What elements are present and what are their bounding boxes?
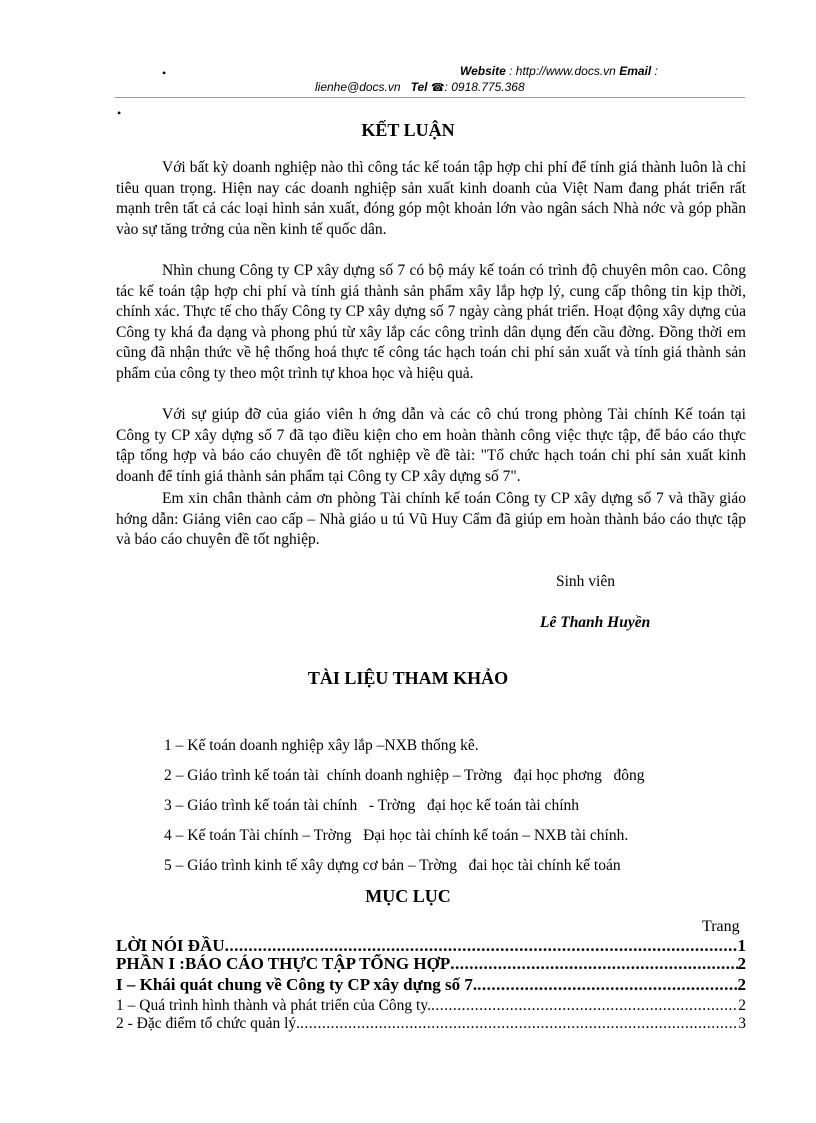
reference-item: 2 – Giáo trình kế toán tài chính doanh nghiệp – Trờng đại học phơng đông [164,767,645,784]
toc-entry-label: LỜI NÓI ĐẦU [116,936,225,955]
conclusion-title: KẾT LUẬN [361,120,455,140]
toc-leader-dots [431,997,738,1015]
email-separator: : [651,64,658,78]
body-bullet: • [117,106,122,120]
email-label: Email [619,64,652,78]
toc-leader-dots [450,954,737,974]
tel-label: Tel [410,80,428,94]
toc-entry-page: 2 [738,997,746,1014]
toc-entry-label: PHẦN I :BÁO CÁO THỰC TẬP TỔNG HỢP [116,954,451,973]
toc-entry-page: 3 [738,1015,746,1032]
toc-entry[interactable] [116,936,746,956]
toc-entry[interactable] [116,997,746,1015]
toc-entry-label: 1 – Quá trình hình thành và phát triển của Công ty. [116,997,431,1014]
toc-entry[interactable] [116,1015,746,1033]
toc-entry-page: 2 [737,954,746,973]
conclusion-paragraph-1: Với bất kỳ doanh nghiệp nào thì công tác kế toán tập hợp chi phí để tính giá thành luôn là chỉ tiêu quan trọng. Hiện nay các doanh nghiệp sản xuất kinh doanh của Việt Nam đang phát triển rất mạnh trên tất cả các loại hình sản xuất, đóng góp một khoản lớn vào ngân sách Nhà nớc và góp phần vào sự tăng trởng của nền kinh tế quốc dân. [116,159,746,238]
reference-item: 5 – Giáo trình kinh tế xây dựng cơ bản – Trờng đai học tài chính kế toán [164,857,621,874]
header-divider [115,97,745,98]
conclusion-paragraph-2: Nhìn chung Công ty CP xây dựng số 7 có bộ máy kế toán có trình độ chuyên môn cao. Công tác kế toán tập hợp chi phí và tính giá thành sản phẩm xây lắp hợp lý, cung cấp thông tin kịp thời, chính xác. Thực tế cho thấy Công ty CP xây dựng số 7 ngày càng phát triển. Hoạt động xây dựng của Công ty khá đa dạng và phong phú từ xây lắp các công trình dân dụng đến cầu đờng. Đồng thời em cũng đã nhận thức về hệ thống hoá thực tế công tác hạch toán chi phí sản xuất và tính giá thành sản phẩm của công ty theo một trình tự khoa học và hiệu quả. [116,262,746,382]
conclusion-paragraph-4: Em xin chân thành cảm ơn phòng Tài chính kế toán Công ty CP xây dựng số 7 và thầy giáo hớng dẫn: Giảng viên cao cấp – Nhà giáo u tú Vũ Huy Cẩm đã giúp em hoàn thành báo cáo thực tập và báo cáo chuyên đề tốt nghiệp. [116,490,746,548]
toc-entry-page: 2 [737,975,746,994]
toc-entry-page: 1 [737,936,746,955]
email-address[interactable]: lienhe@docs.vn [315,80,401,94]
toc-entry-label: I – Khái quát chung về Công ty CP xây dựng số 7. [116,975,478,994]
conclusion-paragraph-3: Với sự giúp đỡ của giáo viên h ớng dẫn và các cô chú trong phòng Tài chính Kế toán tại Công ty CP xây dựng số 7 đã tạo điều kiện cho em hoàn thành công việc thực tập, để báo cáo thực tập tổng hợp và báo cáo chuyên đề tốt nghiệp về đề tài: "Tổ chức hạch toán chi phí sản xuất kinh doanh để tính giá thành sản phẩm tại Công ty CP xây dựng số 7". [116,406,746,485]
reference-item: 4 – Kế toán Tài chính – Trờng Đại học tài chính kế toán – NXB tài chính. [164,827,629,844]
header-contact-line [315,80,525,94]
header-website-line [460,64,658,78]
toc-title: MỤC LỤC [365,886,451,906]
website-label: Website [460,64,506,78]
toc-entry[interactable] [116,975,746,995]
tel-value: : 0918.775.368 [444,80,525,94]
toc-leader-dots [300,1015,738,1033]
signer-name: Lê Thanh Huyền [540,614,651,631]
toc-leader-dots [477,975,737,995]
reference-item: 3 – Giáo trình kế toán tài chính - Trờng đại học kế toán tài chính [164,797,579,814]
toc-entry-label: 2 - Đặc điểm tổ chức quản lý. [116,1015,301,1032]
signer-label: Sinh viên [556,573,615,590]
header-bullet: • [162,66,167,80]
toc-leader-dots [225,936,738,956]
toc-entry[interactable] [116,954,746,974]
website-url[interactable]: : http://www.docs.vn [505,64,620,78]
toc-page-column-label: Trang [702,918,740,935]
reference-item: 1 – Kế toán doanh nghiệp xây lắp –NXB thống kê. [164,737,479,754]
phone-icon: ☎ [430,82,445,94]
references-title: TÀI LIỆU THAM KHẢO [307,668,509,688]
